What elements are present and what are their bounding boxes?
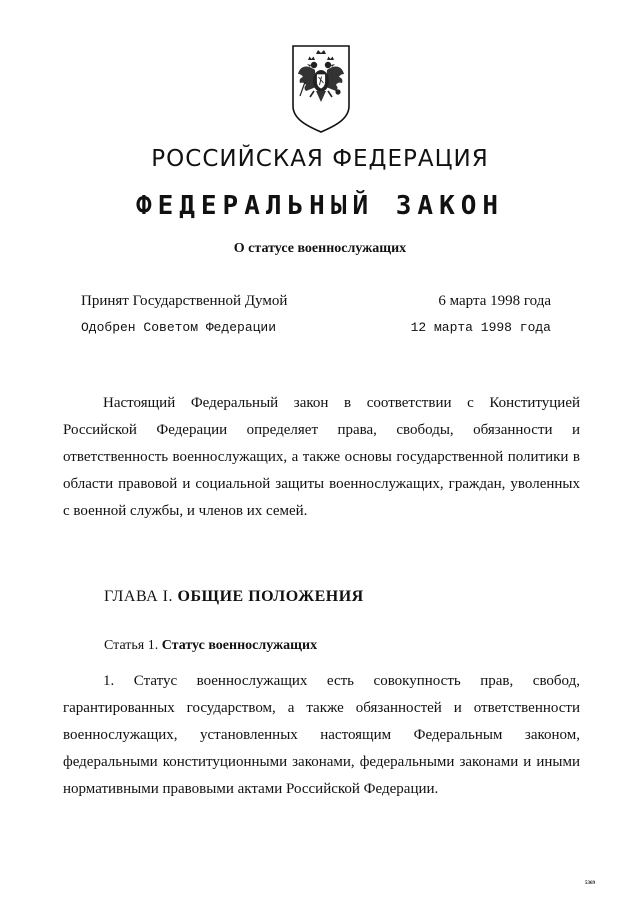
chapter-heading — [104, 588, 364, 606]
preamble-paragraph: Настоящий Федеральный закон в соответствии с Конституцией Российской Федерации определяет права, свободы, обязанности и ответственность военнослужащих, а также основы государственной политики в области правовой и социальной защиты военнослужащих, граждан, уволенных с военной службы, и членов их семей. — [63, 395, 580, 519]
law-subject-title: О статусе военнослужащих — [233, 241, 407, 256]
chapter-number: ГЛАВА I. — [104, 588, 173, 605]
adoption-row-council — [81, 320, 551, 335]
adoption-duma-label: Принят Государственной Думой — [81, 293, 288, 309]
adoption-row-duma — [81, 293, 551, 310]
adoption-council-date: 12 марта 1998 года — [410, 320, 551, 335]
country-name: РОССИЙСКАЯ ФЕДЕРАЦИЯ — [151, 146, 489, 172]
adoption-council-label: Одобрен Советом Федерации — [81, 320, 277, 335]
chapter-title: ОБЩИЕ ПОЛОЖЕНИЯ — [177, 588, 364, 605]
document-type-title: ФЕДЕРАЛЬНЫЙ ЗАКОН — [135, 191, 505, 221]
coat-of-arms-icon — [291, 44, 351, 134]
article-heading — [104, 638, 317, 654]
article-number: Статья 1. — [104, 638, 159, 653]
page-number: 5369 — [585, 881, 595, 886]
article-paragraph: 1. Статус военнослужащих есть совокупность прав, свобод, гарантированных государством, а также обязанностей и ответственности военнослужащих, установленных настоящим Федеральным законом, федеральными конституционными законами, федеральными законами и иными нормативными правовыми актами Российской Федерации. — [63, 673, 580, 797]
adoption-duma-date: 6 марта 1998 года — [438, 293, 551, 309]
article-title: Статус военнослужащих — [161, 638, 318, 653]
